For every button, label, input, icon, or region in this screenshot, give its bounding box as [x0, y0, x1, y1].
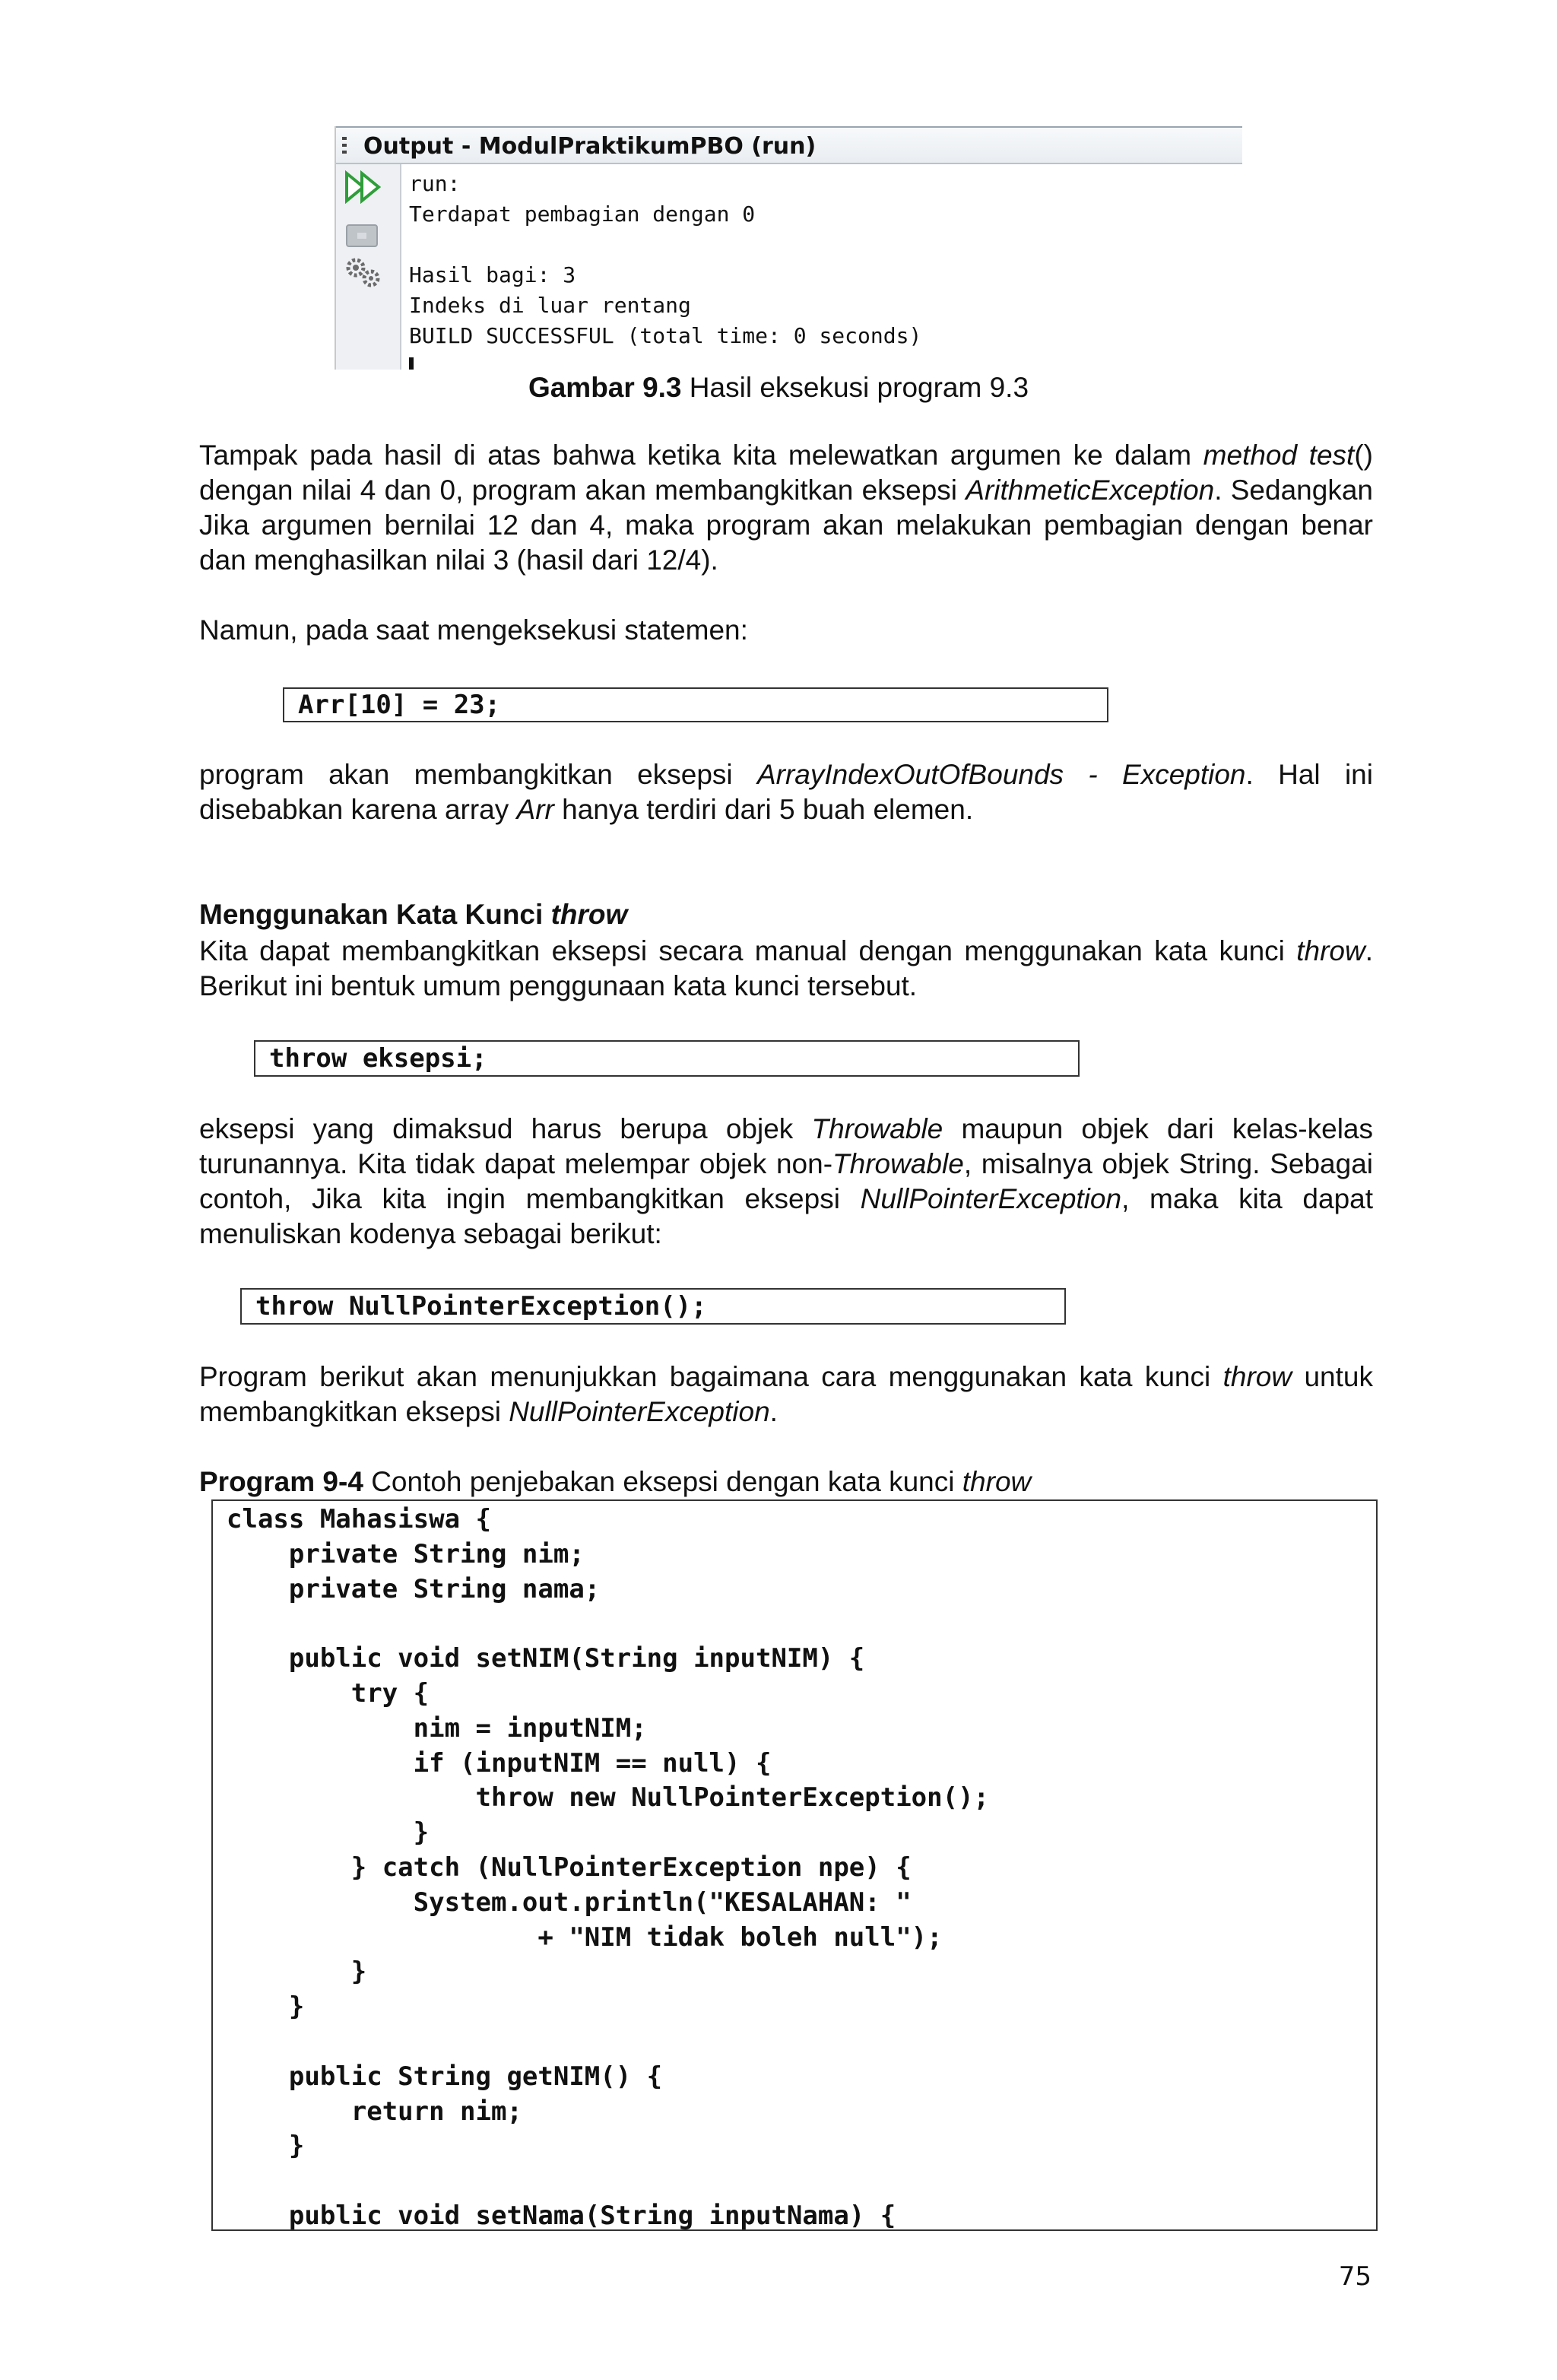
text-run: hanya terdiri dari 5 buah elemen. [553, 794, 974, 825]
text-run: Kita dapat membangkitkan eksepsi secara manual dengan menggunakan kata kunci [199, 935, 1297, 966]
code-line [213, 2025, 1376, 2060]
text-run: ArrayIndexOutOfBounds - Exception [756, 759, 1246, 790]
program-caption [199, 1464, 1031, 1499]
code-snippet-arr: Arr[10] = 23; [283, 687, 1108, 722]
console-line: Indeks di luar rentang [409, 293, 691, 318]
code-line: public String getNIM() { [227, 2061, 663, 2092]
code-line: + "NIM tidak boleh null"); [227, 1921, 943, 1953]
output-window-screenshot [335, 126, 1242, 370]
code-line: System.out.println("KESALAHAN: " [227, 1887, 912, 1918]
text-run: Tampak pada hasil di atas bahwa ketika kita melewatkan argumen ke dalam [199, 440, 1203, 471]
code-line: private String nim; [227, 1538, 585, 1569]
text-run: ArithmeticException [966, 474, 1215, 506]
output-window-title-text: Output - ModulPraktikumPBO (run) [363, 133, 817, 160]
code-line: } [227, 1991, 305, 2023]
code-line: } [227, 2131, 305, 2162]
run-again-icon [342, 170, 388, 204]
text-run: NullPointerException [509, 1396, 770, 1427]
text-run: Throwable [811, 1113, 943, 1144]
text-run: . Berikut ini bentuk umum penggunaan kata kunci tersebut. [199, 935, 1373, 1001]
text-run: , misalnya objek String. Sebagai contoh, Jika kita ingin membangkitkan eksepsi [199, 1148, 1374, 1214]
output-window-title [336, 126, 1242, 164]
code-line: return nim; [227, 2096, 522, 2127]
drag-grip-icon [342, 137, 347, 157]
section-heading-keyword: throw [550, 899, 628, 930]
code-line: } [227, 1956, 367, 1988]
program-caption-keyword: throw [962, 1466, 1032, 1497]
text-run: . [769, 1396, 778, 1427]
text-run: . Sedangkan Jika argumen bernilai 12 dan 4, maka program akan melakukan pembagian dengan benar dan menghasilkan nilai 3 (hasil dari 12/4). [199, 474, 1373, 576]
paragraph-statement-intro [199, 613, 1373, 648]
stop-icon [342, 217, 388, 251]
code-line [213, 1607, 1376, 1642]
code-snippet-throw-form: throw eksepsi; [254, 1040, 1080, 1077]
code-line: } catch (NullPointerException npe) { [227, 1852, 912, 1883]
console-line: BUILD SUCCESSFUL (total time: 0 seconds) [409, 323, 922, 348]
code-line: class Mahasiswa { [227, 1504, 491, 1534]
text-run: () dengan nilai 4 dan 0, program akan membangkitkan eksepsi [199, 440, 1373, 506]
text-run: program akan membangkitkan eksepsi [199, 759, 757, 790]
caption-label: Gambar 9.3 [528, 372, 682, 403]
code-line: private String nama; [227, 1573, 601, 1604]
console-line: Hasil bagi: 3 [409, 262, 576, 287]
code-line: throw new NullPointerException(); [227, 1782, 990, 1814]
console-line: Terdapat pembagian dengan 0 [409, 202, 756, 227]
paragraph-program-intro [199, 1360, 1373, 1430]
section-heading-text: Menggunakan Kata Kunci [199, 899, 551, 930]
text-run: Namun, pada saat mengeksekusi statemen: [199, 614, 748, 646]
program-caption-text: Contoh penjebakan eksepsi dengan kata kunci [363, 1466, 962, 1497]
code-line: if (inputNIM == null) { [227, 1747, 772, 1779]
program-label: Program 9-4 [199, 1466, 363, 1497]
paragraph-arithmetic-exception [199, 438, 1373, 578]
text-run: . Hal ini disebabkan karena array [199, 759, 1373, 825]
code-line: public void setNIM(String inputNIM) { [227, 1643, 865, 1674]
output-console-text [409, 169, 1242, 370]
figure-caption [0, 370, 1557, 406]
console-line: run: [409, 171, 461, 196]
paragraph-throw-intro [199, 934, 1373, 1004]
caption-text: Hasil eksekusi program 9.3 [681, 372, 1029, 403]
console-line [409, 230, 1242, 260]
output-window-toolbar [336, 164, 401, 370]
code-line: public void setNama(String inputNama) { [227, 2200, 896, 2231]
text-run: throw [1296, 935, 1365, 966]
code-snippet-throw-npe: throw NullPointerException(); [240, 1288, 1066, 1325]
section-heading [199, 897, 627, 932]
text-run: Throwable [832, 1148, 964, 1179]
text-run: NullPointerException [860, 1183, 1122, 1214]
program-code-listing [211, 1499, 1378, 2231]
text-run: untuk membangkitkan eksepsi [199, 1361, 1373, 1427]
code-line: nim = inputNIM; [227, 1712, 647, 1744]
text-run: eksepsi yang dimaksud harus berupa objek [199, 1113, 812, 1144]
code-line [213, 2164, 1376, 2199]
settings-icon [342, 255, 388, 289]
text-run: maupun objek dari kelas-kelas turunannya. Kita tidak dapat melempar objek non- [199, 1113, 1373, 1179]
text-run: Program berikut akan menunjukkan bagaimana cara menggunakan kata kunci [199, 1361, 1223, 1392]
text-cursor [409, 357, 414, 370]
code-line: try { [227, 1677, 430, 1709]
text-run: throw [1222, 1361, 1292, 1392]
text-run: method test [1203, 440, 1355, 471]
page-number: 75 [1338, 2261, 1371, 2292]
text-run: , maka kita dapat menuliskan kodenya sebagai berikut: [199, 1183, 1373, 1249]
code-line: } [227, 1817, 430, 1848]
paragraph-throwable [199, 1112, 1373, 1252]
text-run: Arr [516, 794, 554, 825]
paragraph-array-index-exception [199, 757, 1373, 827]
